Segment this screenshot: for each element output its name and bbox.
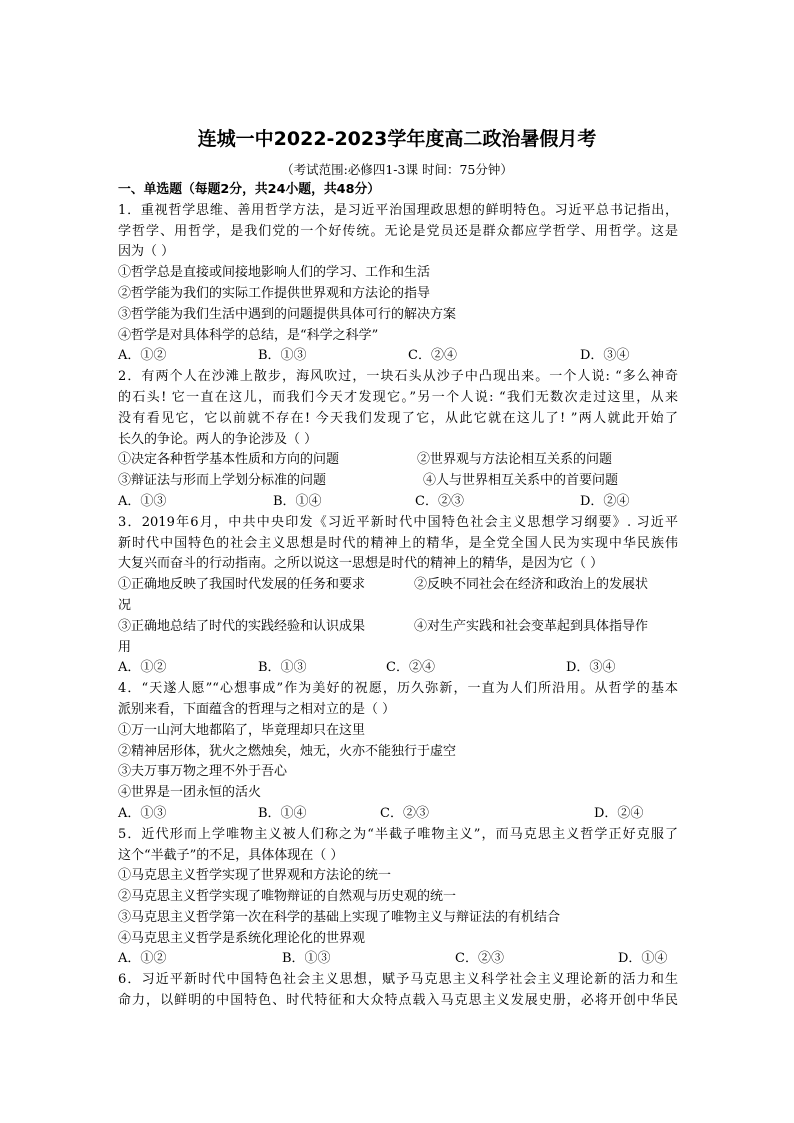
statement-1: ①正确地反映了我国时代发展的任务和要求 — [118, 577, 366, 593]
exam-info: （考试范围:必修四1-3课 时间：75分钟） — [281, 162, 513, 177]
choice-c[interactable]: C．②③ — [455, 951, 504, 967]
statement-2-continued: 况 — [118, 597, 132, 613]
question-stem-line: 1．重视哲学思维、善用哲学方法，是习近平治国理政思想的鲜明特色。习近平总书记指出， — [118, 202, 678, 218]
statement-3: ③马克思主义哲学第一次在科学的基础上实现了唯物主义与辩证法的有机结合 — [118, 909, 561, 925]
answer-choices — [118, 492, 678, 513]
statement-3: ③正确地总结了时代的实践经验和认识成果 — [118, 618, 366, 634]
exam-body — [118, 180, 678, 1012]
question-stem-line: 这个“半截子”的不足，具体体现在（ ） — [118, 847, 344, 863]
statement-4: ④世界是一团永恒的活火 — [118, 785, 262, 801]
question-stem-line: 长久的争论。两人的争论涉及（ ） — [118, 431, 318, 447]
question-5 — [118, 825, 678, 971]
question-stem-line: 的石头! 它一直在这儿，而我们今天才发现它。”另一个人说: “我们无数次走过这里，从来 — [118, 389, 678, 405]
choice-b[interactable]: B．①④ — [273, 493, 322, 509]
choice-d[interactable]: D．①④ — [618, 951, 668, 967]
choice-c[interactable]: C．②③ — [415, 493, 464, 509]
statement-4-continued: 用 — [118, 639, 132, 655]
statement-2: ②反映不同社会在经济和政治上的发展状 — [414, 577, 649, 593]
choice-a[interactable]: A．①② — [118, 660, 167, 676]
statement-3: ③辩证法与形而上学划分标准的问题 — [118, 473, 327, 489]
answer-choices — [118, 346, 678, 367]
question-stem-line: 没有看见它，它以前就不存在! 今天我们发现了它，从此它就在这儿了! ”两人就此开始了 — [118, 410, 678, 426]
choice-b[interactable]: B．①④ — [258, 805, 307, 821]
statement-3: ③哲学能为我们生活中遇到的问题提供具体可行的解决方案 — [118, 306, 457, 322]
question-stem-line: 新时代中国特色的社会主义思想是时代的精神上的精华，是全党全国人民为实现中华民族伟 — [118, 535, 678, 551]
statement-2: ②马克思主义哲学实现了唯物辩证的自然观与历史观的统一 — [118, 889, 457, 905]
statement-4: ④哲学是对具体科学的总结，是“科学之科学” — [118, 327, 379, 343]
statement-1: ①决定各种哲学基本性质和方向的问题 — [118, 452, 340, 468]
choice-d[interactable]: D．②④ — [594, 805, 644, 821]
page-title: 连城一中2022-2023学年度高二政治暑假月考 — [197, 128, 597, 150]
statement-2: ②世界观与方法论相互关系的问题 — [417, 452, 613, 468]
choice-b[interactable]: B．①③ — [258, 660, 307, 676]
statement-row — [118, 617, 678, 638]
statement-row — [118, 575, 678, 596]
choice-a[interactable]: A．①③ — [118, 805, 167, 821]
statement-row — [118, 450, 678, 471]
choice-b[interactable]: B．①③ — [258, 348, 307, 364]
statement-row — [118, 471, 678, 492]
choice-a[interactable]: A．①③ — [118, 493, 167, 509]
statement-4: ④对生产实践和社会变革起到具体指导作 — [414, 618, 649, 634]
question-stem-line: 大复兴而奋斗的行动指南。之所以说这一思想是时代的精神上的精华，是因为它（ ） — [118, 556, 604, 572]
question-4 — [118, 679, 678, 825]
choice-d[interactable]: D．③④ — [580, 348, 630, 364]
statement-2: ②精神居形体，犹火之燃烛矣，烛无，火亦不能独行于虚空 — [118, 743, 457, 759]
section-heading: 一、单选题（每题2分，共24小题，共48分） — [118, 182, 381, 197]
answer-choices — [118, 658, 678, 679]
question-stem-line: 2．有两个人在沙滩上散步，海风吹过，一块石头从沙子中凸现出来。一个人说: “多么神奇 — [118, 369, 678, 385]
statement-1: ①马克思主义哲学实现了世界观和方法论的统一 — [118, 868, 392, 884]
question-stem-line: 命力，以鲜明的中国特色、时代特征和大众特点载入马克思主义发展史册，必将开创中华民 — [118, 993, 678, 1009]
choice-a[interactable]: A．①② — [118, 951, 167, 967]
question-stem-line: 5．近代形而上学唯物主义被人们称之为“半截子唯物主义”，而马克思主义哲学正好克服了 — [118, 826, 678, 842]
choice-d[interactable]: D．③④ — [566, 660, 616, 676]
statement-2: ②哲学能为我们的实际工作提供世界观和方法论的指导 — [118, 285, 431, 301]
choice-b[interactable]: B．①③ — [282, 951, 331, 967]
choice-d[interactable]: D．②④ — [580, 493, 630, 509]
question-1 — [118, 201, 678, 367]
statement-4: ④人与世界相互关系中的首要问题 — [423, 473, 619, 489]
question-stem-line: 3．2019年6月，中共中央印发《习近平新时代中国特色社会主义思想学习纲要》. 习近平 — [118, 514, 678, 530]
question-3 — [118, 513, 678, 679]
choice-c[interactable]: C．②④ — [408, 348, 457, 364]
choice-a[interactable]: A．①② — [118, 348, 167, 364]
question-2 — [118, 367, 678, 513]
choice-c[interactable]: C．②④ — [386, 660, 435, 676]
question-stem-line: 派别来看，下面蕴含的哲理与之相对立的是（ ） — [118, 701, 396, 717]
question-6 — [118, 970, 678, 1012]
statement-1: ①万一山河大地都陷了，毕竟理却只在这里 — [118, 722, 366, 738]
question-stem-line: 因为（ ） — [118, 244, 175, 260]
question-stem-line: 6．习近平新时代中国特色社会主义思想，赋予马克思主义科学社会主义理论新的活力和生 — [118, 972, 678, 988]
statement-4: ④马克思主义哲学是系统化理论化的世界观 — [118, 930, 366, 946]
question-stem-line: 4．“天遂人愿”“心想事成”作为美好的祝愿，历久弥新，一直为人们所沿用。从哲学的基本 — [118, 681, 678, 697]
answer-choices — [118, 804, 678, 825]
statement-3: ③夫万事万物之理不外于吾心 — [118, 764, 288, 780]
question-stem-line: 学哲学、用哲学，是我们党的一个好传统。无论是党员还是群众都应学哲学、用哲学。这是 — [118, 223, 678, 239]
answer-choices — [118, 949, 678, 970]
statement-1: ①哲学总是直接或间接地影响人们的学习、工作和生活 — [118, 265, 431, 281]
choice-c[interactable]: C．②③ — [380, 805, 429, 821]
